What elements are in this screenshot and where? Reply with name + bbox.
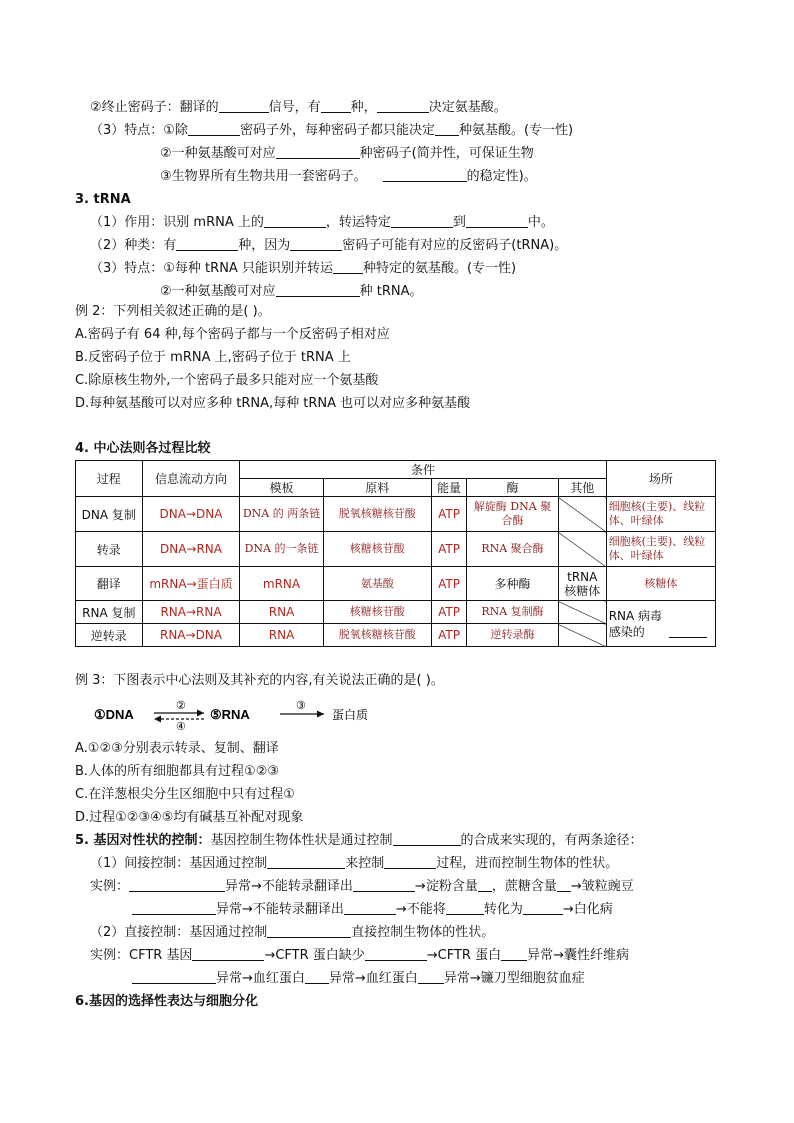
example2-option-c[interactable]: C.除原核生物外,一个密码子最多只能对应一个氨基酸 xyxy=(75,373,379,388)
header-energy: 能量 xyxy=(431,479,466,497)
blank[interactable] xyxy=(276,145,360,159)
table-row: 转录 DNA→RNA DNA 的一条链 核糖核苷酸 ATP RNA 聚合酶 细胞核(主要)、线粒体、叶绿体 xyxy=(76,532,716,567)
blank[interactable] xyxy=(365,947,427,961)
header-material: 原料 xyxy=(323,479,431,497)
blank[interactable] xyxy=(305,970,329,984)
empty-cell xyxy=(558,624,606,647)
blank[interactable] xyxy=(267,855,345,869)
table-row: DNA 复制 DNA→DNA DNA 的 两条链 脱氧核糖核苷酸 ATP 解旋酶 DNA 聚合酶 细胞核(主要)、线粒体、叶绿体 xyxy=(76,497,716,532)
blank[interactable] xyxy=(466,214,528,228)
central-dogma-diagram xyxy=(92,697,392,731)
blank[interactable] xyxy=(132,970,216,984)
blank[interactable] xyxy=(264,214,326,228)
example2-option-b[interactable]: B.反密码子位于 mRNA 上,密码子位于 tRNA 上 xyxy=(75,350,351,365)
blank[interactable] xyxy=(333,260,363,274)
blank[interactable] xyxy=(393,832,461,846)
heading-selective-expression: 6.基因的选择性表达与细胞分化 xyxy=(75,994,258,1009)
label-2: ② xyxy=(176,700,186,712)
empty-cell xyxy=(558,497,606,532)
header-site: 场所 xyxy=(606,461,715,497)
header-process: 过程 xyxy=(76,461,143,497)
example3-option-d[interactable]: D.过程①②③④⑤均有碱基互补配对现象 xyxy=(75,810,304,825)
indirect-control-line: （1）间接控制：基因通过控制 来控制 过程，进而控制生物体的性状。 xyxy=(90,856,619,871)
blank[interactable] xyxy=(276,283,360,297)
direct-example-line-1: 实例：CFTR 基因 →CFTR 蛋白缺少 →CFTR 蛋白 异常→囊性纤维病 xyxy=(90,948,629,963)
node-rna: ⑤RNA xyxy=(210,707,250,722)
example2-option-a[interactable]: A.密码子有 64 种,每个密码子都与一个反密码子相对应 xyxy=(75,327,390,342)
header-enzyme: 酶 xyxy=(467,479,559,497)
blank[interactable] xyxy=(418,970,444,984)
example3-option-c[interactable]: C.在洋葱根尖分生区细胞中只有过程① xyxy=(75,787,295,802)
blank[interactable] xyxy=(176,237,238,251)
blank[interactable] xyxy=(132,901,216,915)
example3-option-a[interactable]: A.①②③分别表示转录、复制、翻译 xyxy=(75,741,279,756)
blank[interactable] xyxy=(557,878,571,892)
blank[interactable] xyxy=(219,99,269,113)
gene-control-line: 5. 基因对性状的控制：基因控制生物体性状是通过控制 的合成来实现的，有两条途径： xyxy=(75,833,643,848)
blank[interactable] xyxy=(353,878,415,892)
central-dogma-table xyxy=(75,460,716,647)
header-template: 模板 xyxy=(240,479,323,497)
blank[interactable] xyxy=(192,947,264,961)
blank[interactable] xyxy=(290,237,342,251)
trna-types-line: （2）种类：有 种，因为 密码子可能有对应的反密码子(tRNA)。 xyxy=(90,238,568,253)
arrowhead xyxy=(154,716,161,723)
direct-control-line: （2）直接控制：基因通过控制 直接控制生物体的性状。 xyxy=(90,925,495,940)
codon-degeneracy-line: ②一种氨基酸可对应 种密码子(简并性，可保证生物 xyxy=(160,146,534,161)
blank[interactable] xyxy=(129,878,225,892)
table-row: RNA 复制 RNA→RNA RNA 核糖核苷酸 ATP RNA 复制酶 RNA 病毒感染的 xyxy=(76,601,716,624)
blank[interactable] xyxy=(344,901,396,915)
example2-option-d[interactable]: D.每种氨基酸可以对应多种 tRNA,每种 tRNA 也可以对应多种氨基酸 xyxy=(75,396,471,411)
blank[interactable] xyxy=(523,901,563,915)
blank[interactable] xyxy=(377,99,429,113)
blank[interactable] xyxy=(391,214,453,228)
label-4: ④ xyxy=(176,721,186,731)
blank[interactable] xyxy=(446,901,484,915)
node-dna: ①DNA xyxy=(94,707,134,722)
example3-option-b[interactable]: B.人体的所有细胞都具有过程①②③ xyxy=(75,764,280,779)
example2-question: 例 2：下列相关叙述正确的是( )。 xyxy=(75,304,271,319)
blank[interactable] xyxy=(321,99,351,113)
empty-cell xyxy=(558,601,606,624)
arrowhead xyxy=(317,711,324,718)
header-flow: 信息流动方向 xyxy=(142,461,240,497)
table-row: 翻译 mRNA→蛋白质 mRNA 氨基酸 ATP 多种酶 tRNA 核糖体 核糖体 xyxy=(76,567,716,601)
example3-question: 例 3：下图表示中心法则及其补充的内容,有关说法正确的是( )。 xyxy=(75,673,444,688)
codon-feature-line: （3）特点：①除 密码子外，每种密码子都只能决定 种氨基酸。(专一性) xyxy=(90,123,574,138)
blank[interactable] xyxy=(188,122,240,136)
blank[interactable] xyxy=(383,168,467,182)
blank[interactable] xyxy=(435,122,459,136)
empty-cell xyxy=(558,532,606,567)
trna-function-line: （1）作用：识别 mRNA 上的 ，转运特定 到 中。 xyxy=(90,215,554,230)
blank[interactable] xyxy=(267,924,351,938)
trna-feature-line: （3）特点：①每种 tRNA 只能识别并转运 种特定的氨基酸。(专一性) xyxy=(90,261,517,276)
rna-virus-site-cell: RNA 病毒感染的 xyxy=(606,601,715,647)
codon-universal-line: ③生物界所有生物共用一套密码子。 的稳定性)。 xyxy=(160,169,537,184)
direct-example-line-2: 异常→血红蛋白 异常→血红蛋白 异常→镰刀型细胞贫血症 xyxy=(132,970,585,988)
header-other: 其他 xyxy=(558,479,606,497)
stop-codon-line: ②终止密码子：翻译的 信号，有 种， 决定氨基酸。 xyxy=(90,100,507,115)
trna-correspond-line: ②一种氨基酸可对应 种 tRNA。 xyxy=(160,284,423,299)
arrowhead xyxy=(197,710,204,717)
table-row: 逆转录 RNA→DNA RNA 脱氧核糖核苷酸 ATP 逆转录酶 xyxy=(76,624,716,647)
indirect-example-line-2: 异常→不能转录翻译出 →不能将 转化为 →白化病 xyxy=(132,901,613,919)
indirect-example-line-1: 实例： 异常→不能转录翻译出 →淀粉含量 ，蔗糖含量 →皱粒豌豆 xyxy=(90,879,634,894)
blank[interactable] xyxy=(478,878,492,892)
node-protein: 蛋白质 xyxy=(332,708,369,722)
label-3: ③ xyxy=(296,700,306,712)
blank[interactable] xyxy=(669,624,707,638)
blank[interactable] xyxy=(384,855,436,869)
header-conditions: 条件 xyxy=(240,461,606,479)
heading-central-dogma: 4. 中心法则各过程比较 xyxy=(75,441,211,456)
heading-trna: 3. tRNA xyxy=(75,192,131,207)
blank[interactable] xyxy=(501,947,527,961)
